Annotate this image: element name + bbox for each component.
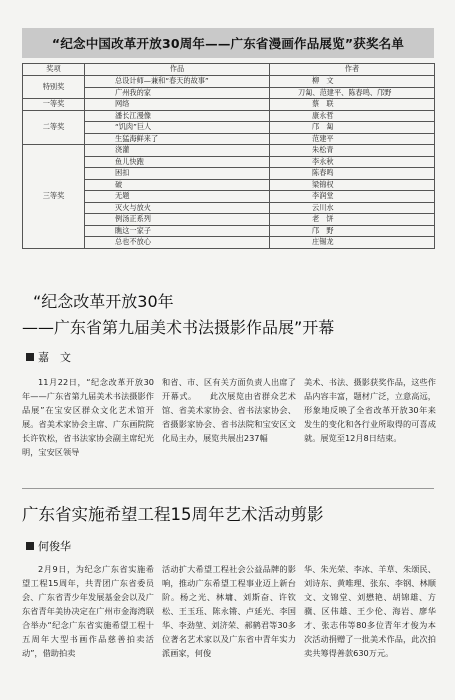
table-row bbox=[23, 87, 435, 99]
table-row bbox=[23, 179, 435, 191]
work-cell: 生猛海鲜来了 bbox=[85, 133, 270, 145]
work-cell: 无题 bbox=[85, 191, 270, 203]
article2-title: 广东省实施希望工程15周年艺术活动剪影 bbox=[22, 505, 324, 524]
byline-square-icon bbox=[26, 542, 34, 550]
work-cell: 总设计师—兼和“春天的故事” bbox=[85, 76, 270, 88]
author-cell: 陈春鸣 bbox=[270, 168, 435, 180]
work-cell: 瞧这一家子 bbox=[85, 225, 270, 237]
table-row bbox=[23, 237, 435, 249]
article1-author: 嘉 文 bbox=[38, 351, 71, 364]
table-row bbox=[23, 156, 435, 168]
article1-title-line2: ——广东省第九届美术书法摄影作品展”开幕 bbox=[22, 318, 335, 337]
table-row bbox=[23, 145, 435, 157]
work-cell: “饥肉”巨人 bbox=[85, 122, 270, 134]
table-row bbox=[23, 202, 435, 214]
work-cell: 破 bbox=[85, 179, 270, 191]
work-cell: 灭火与放火 bbox=[85, 202, 270, 214]
work-cell: 广州我的家 bbox=[85, 87, 270, 99]
second-prize-label: 二等奖 bbox=[23, 110, 85, 145]
header-author: 作者 bbox=[270, 64, 435, 76]
header-award: 奖项 bbox=[23, 64, 85, 76]
table-row bbox=[23, 214, 435, 226]
article2-column-1: 2月9日，为纪念广东省实施希望工程15周年，共青团广东省委员会、广东省青少年发展基金会以及广东省青年美协决定在广州市金海湾联合举办“纪念广东省实施希望工程十五周年大型书画作品慈善拍卖活动”，借助拍卖 bbox=[22, 564, 154, 658]
table-row bbox=[23, 225, 435, 237]
work-cell: 浇灌 bbox=[85, 145, 270, 157]
table-row bbox=[23, 133, 435, 145]
author-cell: 梁锦权 bbox=[270, 179, 435, 191]
article1-title-line1: “纪念改革开放30年 bbox=[33, 292, 174, 311]
award-table bbox=[22, 63, 435, 249]
first-prize-label: 一等奖 bbox=[23, 99, 85, 111]
author-cell: 庄锡龙 bbox=[270, 237, 435, 249]
table-row bbox=[23, 122, 435, 134]
article2-column-2: 活动扩大希望工程社会公益品牌的影响，推动广东希望工程事业迈上新台阶。杨之光、林墉、刘斯奋、许钦松、王玉珏、陈永锵、卢延光、李国华、李劲堃、刘济荣、郝鹤君等30多位著名艺术家以及广东省中青年实力派画家，何俊 bbox=[162, 564, 296, 658]
table-row bbox=[23, 76, 435, 88]
article1-column-1: 11月22日，“纪念改革开放30年——广东省第九届美术书法摄影作品展”在宝安区群众文化艺术馆开展。省美术家协会主席、广东画院院长许钦松，省书法家协会副主席纪光明，宝安区领导 bbox=[22, 377, 154, 457]
author-cell: 柳 文 bbox=[270, 76, 435, 88]
special-award-label: 特别奖 bbox=[23, 76, 85, 99]
author-cell: 朱松青 bbox=[270, 145, 435, 157]
byline-square-icon bbox=[26, 353, 34, 361]
table-header-row bbox=[23, 64, 435, 76]
award-list-banner: “纪念中国改革开放30周年——广东省漫画作品展览”获奖名单 bbox=[22, 28, 434, 58]
header-work: 作品 bbox=[85, 64, 270, 76]
work-cell: 网络 bbox=[85, 99, 270, 111]
table-row bbox=[23, 168, 435, 180]
author-cell: 云川水 bbox=[270, 202, 435, 214]
article1-byline bbox=[26, 351, 71, 365]
author-cell: 邝 野 bbox=[270, 225, 435, 237]
author-cell: 老 饼 bbox=[270, 214, 435, 226]
article-divider bbox=[22, 488, 434, 489]
author-cell: 康永哲 bbox=[270, 110, 435, 122]
work-cell: 例汤正系列 bbox=[85, 214, 270, 226]
author-cell: 李润堂 bbox=[270, 191, 435, 203]
author-cell: 蔡 联 bbox=[270, 99, 435, 111]
article1-column-3: 美术、书法、摄影获奖作品，这些作品内容丰富，题材广泛，立意高远，形象地反映了全省改革开放30年来发生的变化和各行业所取得的可喜成就。展览至12月8日结束。 bbox=[304, 377, 436, 443]
table-row bbox=[23, 191, 435, 203]
work-cell: 鱼儿快跑 bbox=[85, 156, 270, 168]
work-cell: 总也不放心 bbox=[85, 237, 270, 249]
author-cell: 范建平 bbox=[270, 133, 435, 145]
author-cell: 邝 匐 bbox=[270, 122, 435, 134]
article2-column-3: 华、朱光荣、李冰、羊草、朱颂民、刘诗东、黄唯理、张东、李钢、林顺文、文锦堂、刘懋艳、胡锦雄、方骥、区伟雄、王少伦、海岩、廖华才、张志伟等80多位青年才俊为本次活动捐赠了一批美术作品，此次拍卖共筹得善款630万元。 bbox=[304, 564, 436, 658]
third-prize-label: 三等奖 bbox=[23, 145, 85, 249]
article1-column-2: 和省、市、区有关方面负责人出席了开幕式。 此次展览由省群众艺术馆、省美术家协会、省书法家协会、省摄影家协会、省书法院和宝安区文化局主办，展览共展出237幅 bbox=[162, 377, 296, 443]
author-cell: 刀匐、范建平、陈春鸣、邝野 bbox=[270, 87, 435, 99]
article2-byline bbox=[26, 540, 71, 554]
table-row bbox=[23, 110, 435, 122]
work-cell: 潘长江漫像 bbox=[85, 110, 270, 122]
table-row bbox=[23, 99, 435, 111]
work-cell: 困扣 bbox=[85, 168, 270, 180]
author-cell: 李永秋 bbox=[270, 156, 435, 168]
article2-author: 何俊华 bbox=[38, 540, 71, 553]
